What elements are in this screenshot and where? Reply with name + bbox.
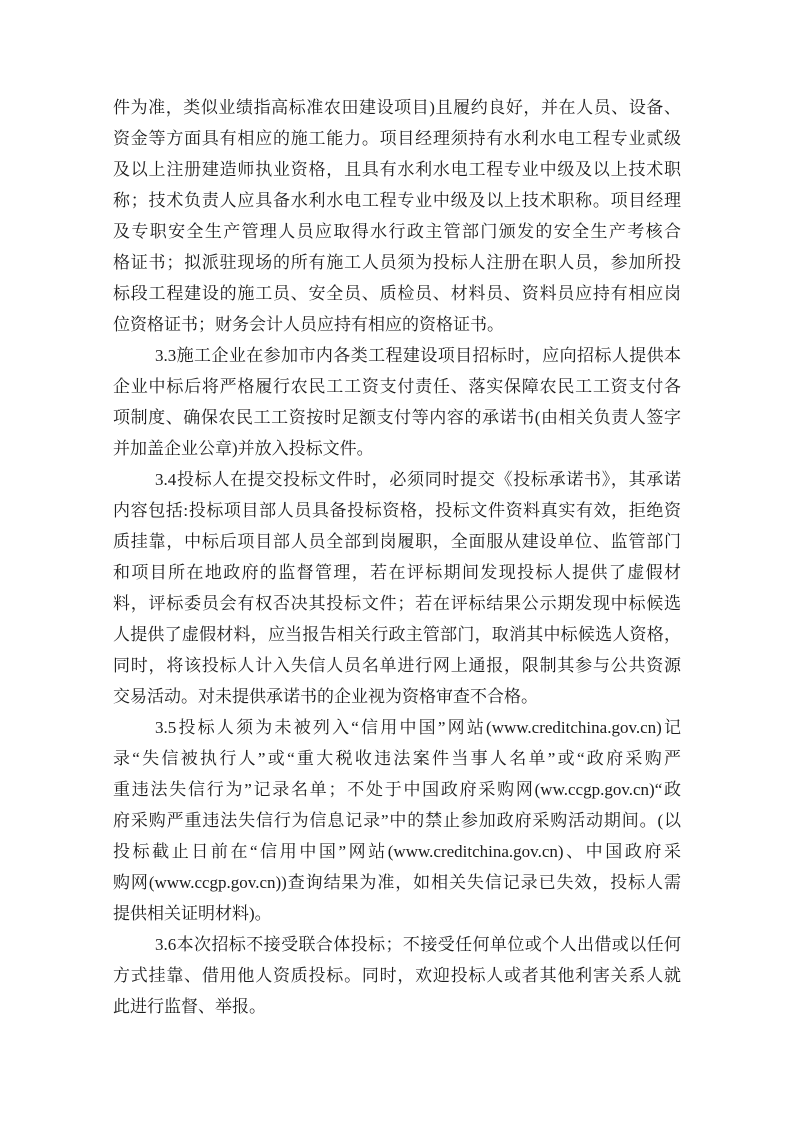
text-line: 提供相关证明材料)。 (113, 904, 272, 923)
text-line: 3.5投标人须为未被列入“信用中国”网站(www.creditchina.gov.cn)记 (155, 718, 681, 737)
paragraph-continuation-qualification-requirements (113, 92, 681, 340)
text-line: 3.6本次招标不接受联合体投标；不接受任何单位或个人出借或以任何 (155, 935, 681, 954)
text-line: 标段工程建设的施工员、安全员、质检员、材料员、资料员应持有相应岗 (113, 284, 681, 303)
paragraph-clause-3-6 (113, 929, 681, 1022)
text-line: 内容包括:投标项目部人员具备投标资格，投标文件资料真实有效，拒绝资 (113, 501, 681, 520)
text-line: 及专职安全生产管理人员应取得水行政主管部门颁发的安全生产考核合 (113, 222, 681, 241)
paragraph-clause-3-3 (113, 340, 681, 464)
text-line: 府采购严重违法失信行为信息记录”中的禁止参加政府采购活动期间。(以 (113, 811, 681, 830)
text-line: 录“失信被执行人”或“重大税收违法案件当事人名单”或“政府采购严 (113, 749, 681, 768)
text-line: 及以上注册建造师执业资格，且具有水利水电工程专业中级及以上技术职 (113, 160, 681, 179)
text-line: 人提供了虚假材料，应当报告相关行政主管部门，取消其中标候选人资格， (113, 625, 681, 644)
text-line: 方式挂靠、借用他人资质投标。同时，欢迎投标人或者其他利害关系人就 (113, 966, 681, 985)
text-line: 和项目所在地政府的监督管理，若在评标期间发现投标人提供了虚假材 (113, 563, 681, 582)
document-body (113, 92, 681, 1022)
text-line: 投标截止日前在“信用中国”网站(www.creditchina.gov.cn)、中国政府采 (113, 842, 681, 861)
text-line: 质挂靠，中标后项目部人员全部到岗履职，全面服从建设单位、监管部门 (113, 532, 681, 551)
text-line: 购网(www.ccgp.gov.cn))查询结果为准，如相关失信记录已失效，投标人需 (113, 873, 681, 892)
text-line: 并加盖企业公章)并放入投标文件。 (113, 439, 374, 458)
text-line: 格证书；拟派驻现场的所有施工人员须为投标人注册在职人员，参加所投 (113, 253, 681, 272)
text-line: 料，评标委员会有权否决其投标文件；若在评标结果公示期发现中标候选 (113, 594, 681, 613)
text-line: 称；技术负责人应具备水利水电工程专业中级及以上技术职称。项目经理 (113, 191, 681, 210)
paragraph-clause-3-5 (113, 712, 681, 929)
text-line: 位资格证书；财务会计人员应持有相应的资格证书。 (113, 315, 504, 334)
text-line: 3.3施工企业在参加市内各类工程建设项目招标时，应向招标人提供本 (155, 346, 681, 365)
text-line: 件为准，类似业绩指高标准农田建设项目)且履约良好，并在人员、设备、 (113, 98, 681, 117)
text-line: 重违法失信行为”记录名单；不处于中国政府采购网(ww.ccgp.gov.cn)“政 (113, 780, 681, 799)
paragraph-clause-3-4 (113, 464, 681, 712)
text-line: 项制度、确保农民工工资按时足额支付等内容的承诺书(由相关负责人签字 (113, 408, 681, 427)
text-line: 交易活动。对未提供承诺书的企业视为资格审查不合格。 (113, 687, 538, 706)
text-line: 企业中标后将严格履行农民工工资支付责任、落实保障农民工工资支付各 (113, 377, 681, 396)
text-line: 同时，将该投标人计入失信人员名单进行网上通报，限制其参与公共资源 (113, 656, 681, 675)
text-line: 资金等方面具有相应的施工能力。项目经理须持有水利水电工程专业贰级 (113, 129, 681, 148)
text-line: 此进行监督、举报。 (113, 997, 266, 1016)
text-line: 3.4投标人在提交投标文件时，必须同时提交《投标承诺书》，其承诺 (155, 470, 681, 489)
